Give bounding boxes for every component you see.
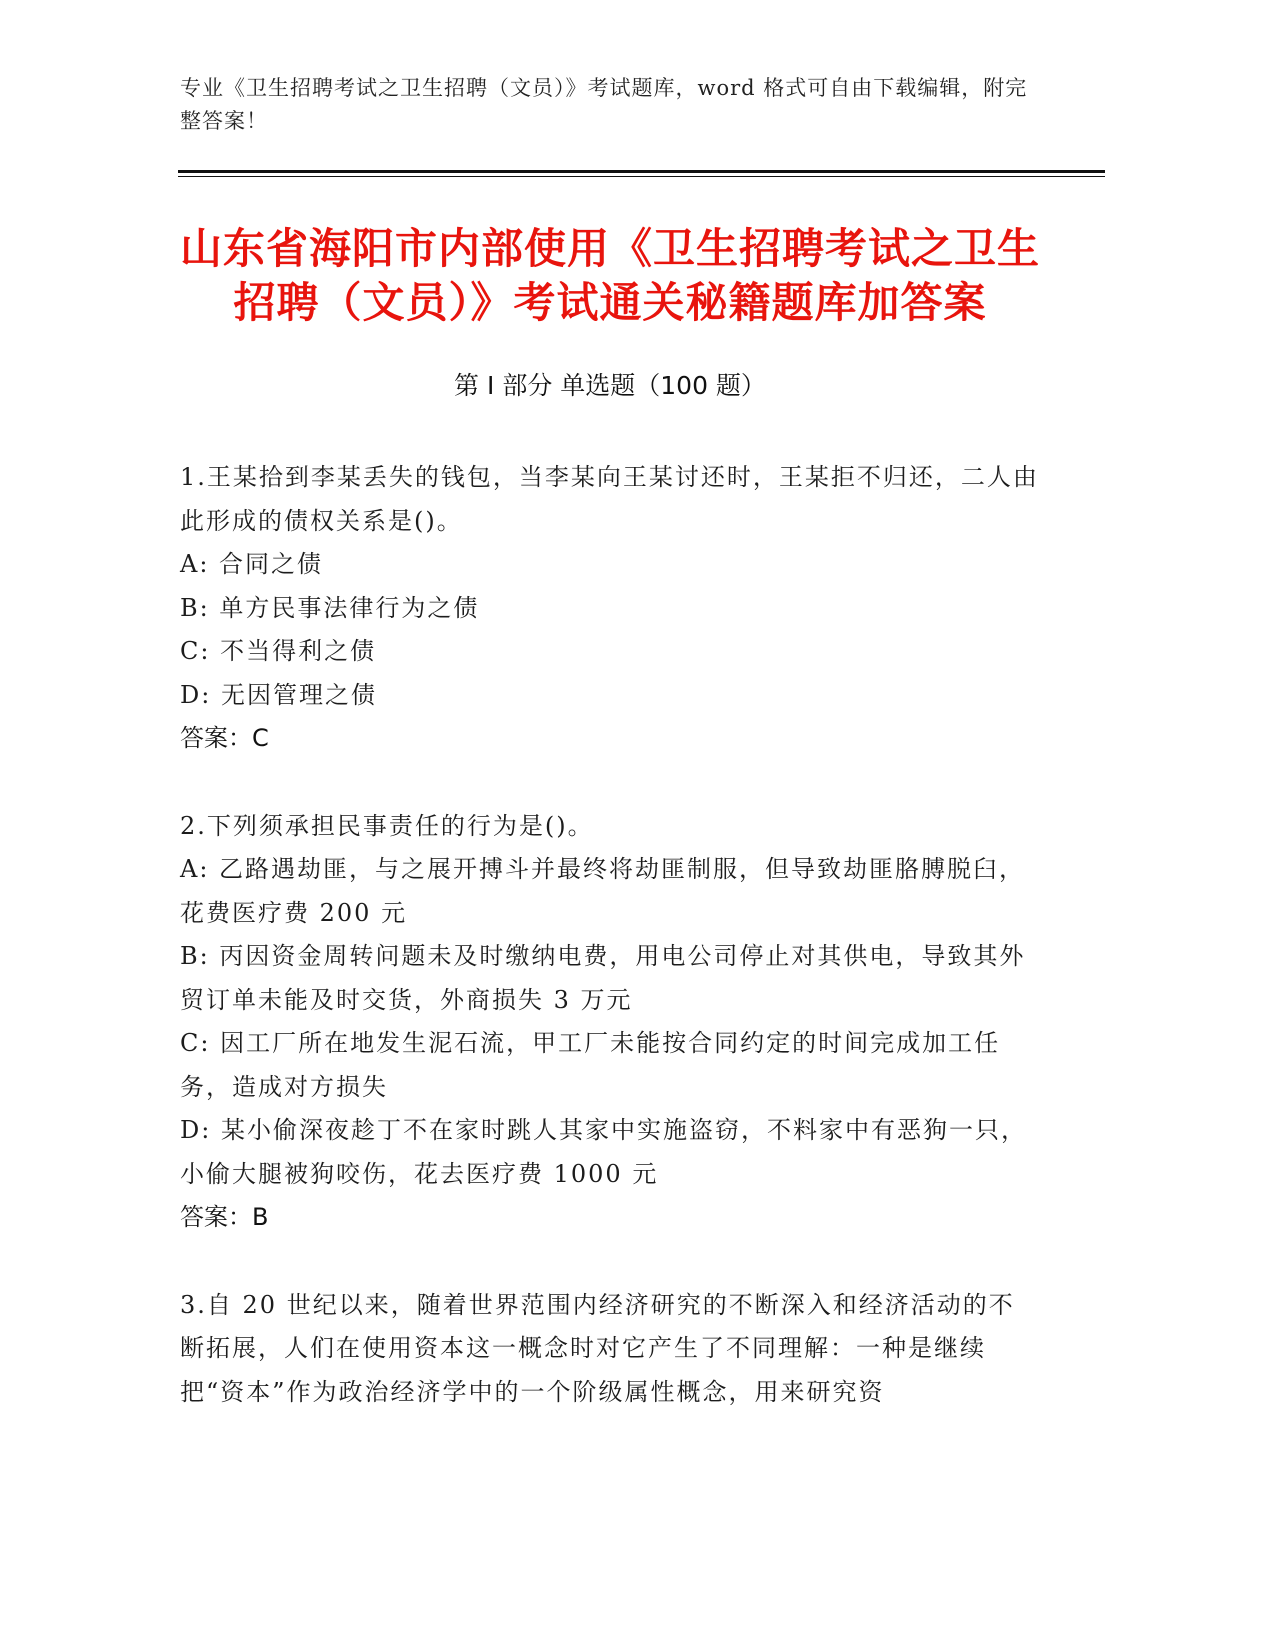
option-a: A: 合同之债 — [180, 550, 324, 578]
answer-line: 答案：C — [180, 724, 269, 752]
question-stem: 1.王某拾到李某丢失的钱包，当李某向王某讨还时，王某拒不归还，二人由此形成的债权关系是()。 — [180, 463, 1039, 535]
option-a: A: 乙路遇劫匪，与之展开搏斗并最终将劫匪制服，但导致劫匪胳膊脱臼，花费医疗费 200 元 — [180, 855, 1026, 927]
section-title: 第 I 部分 单选题（100 题） — [454, 371, 766, 400]
question-stem: 2.下列须承担民事责任的行为是()。 — [180, 811, 594, 840]
question-3 — [180, 1284, 1040, 1415]
option-b: B: 丙因资金周转问题未及时缴纳电费，用电公司停止对其供电，导致其外贸订单未能及时交货，外商损失 3 万元 — [180, 942, 1026, 1014]
option-c: C: 因工厂所在地发生泥石流，甲工厂未能按合同约定的时间完成加工任务，造成对方损失 — [180, 1029, 1001, 1101]
header-rule-thin — [178, 176, 1105, 177]
question-stem: 3.自 20 世纪以来，随着世界范围内经济研究的不断深入和经济活动的不断拓展，人们在使用资本这一概念时对它产生了不同理解：一种是继续把“资本”作为政治经济学中的一个阶级属性概念，用来研究资 — [180, 1290, 1015, 1406]
header-rule-thick — [178, 170, 1105, 173]
answer-line: 答案：B — [180, 1203, 269, 1231]
header-note: 专业《卫生招聘考试之卫生招聘（文员）》考试题库，word 格式可自由下载编辑，附完整答案！ — [180, 76, 1028, 133]
option-d: D: 无因管理之债 — [180, 680, 377, 709]
document-title: 山东省海阳市内部使用《卫生招聘考试之卫生招聘（文员）》考试通关秘籍题库加答案 — [180, 224, 1041, 327]
question-list — [180, 456, 1040, 1458]
question-1 — [180, 456, 1040, 761]
option-c: C: 不当得利之债 — [180, 637, 377, 665]
option-b: B: 单方民事法律行为之债 — [180, 593, 480, 622]
option-d: D: 某小偷深夜趁丁不在家时跳人其家中实施盗窃，不料家中有恶狗一只，小偷大腿被狗咬伤，花去医疗费 1000 元 — [180, 1116, 1027, 1188]
question-2 — [180, 805, 1040, 1240]
